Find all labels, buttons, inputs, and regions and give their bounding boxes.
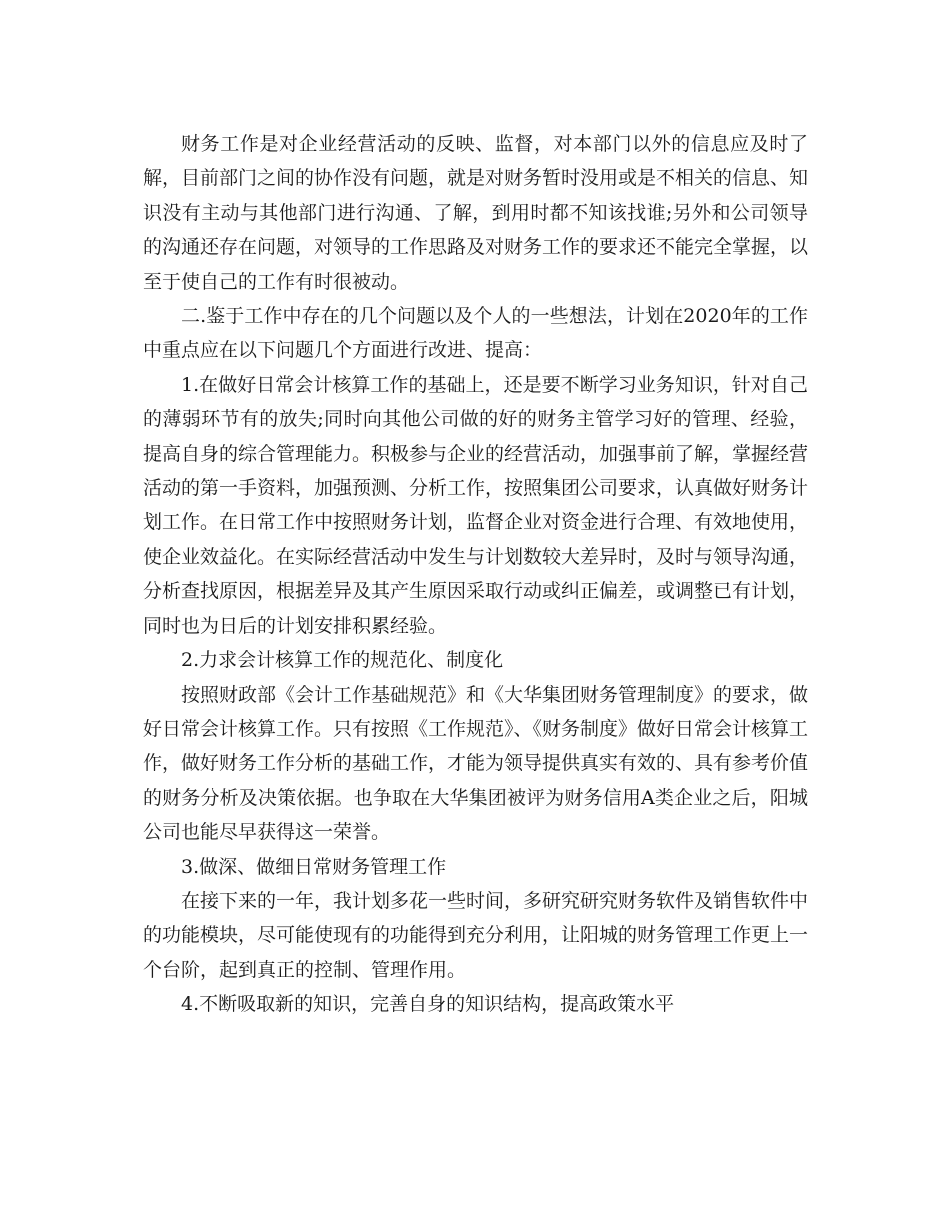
paragraph-section-two-plan: 二.鉴于工作中存在的几个问题以及个人的一些想法，计划在2020年的工作中重点应在以下问题几个方面进行改进、提高：	[143, 305, 808, 362]
paragraph-item-2-heading: 2.力求会计核算工作的规范化、制度化	[181, 649, 504, 672]
paragraph-financial-work-issues: 财务工作是对企业经营活动的反映、监督，对本部门以外的信息应及时了解，目前部门之间的协作没有问题，就是对财务暂时没用或是不相关的信息、知识没有主动与其他部门进行沟通、了解，到用时都不知该找谁;另外和公司领导的沟通还存在问题，对领导的工作思路及对财务工作的要求还不能完全掌握，以至于使自己的工作有时很被动。	[143, 133, 809, 293]
paragraph-item-3-heading: 3.做深、做细日常财务管理工作	[181, 855, 447, 878]
paragraph-item-2-body: 按照财政部《会计工作基础规范》和《大华集团财务管理制度》的要求，做好日常会计核算工作。只有按照《工作规范》、《财务制度》做好日常会计核算工作，做好财务工作分析的基础工作，才能为领导提供真实有效的、具有参考价值的财务分析及决策依据。也争取在大华集团被评为财务信用A类企业之后，阳城公司也能尽早获得这一荣誉。	[143, 683, 809, 844]
paragraph-item-1-learning: 1.在做好日常会计核算工作的基础上，还是要不断学习业务知识，针对自己的薄弱环节有的放失;同时向其他公司做的好的财务主管学习好的管理、经验，提高自身的综合管理能力。积极参与企业的经营活动，加强事前了解，掌握经营活动的第一手资料，加强预测、分析工作，按照集团公司要求，认真做好财务计划工作。在日常工作中按照财务计划，监督企业对资金进行合理、有效地使用，使企业效益化。在实际经营活动中发生与计划数较大差异时，及时与领导沟通，分析查找原因，根据差异及其产生原因采取行动或纠正偏差，或调整已有计划，同时也为日后的计划安排积累经验。	[143, 373, 809, 637]
paragraph-item-4-heading: 4.不断吸取新的知识，完善自身的知识结构，提高政策水平	[181, 993, 675, 1016]
paragraph-item-3-body: 在接下来的一年，我计划多花一些时间，多研究研究财务软件及销售软件中的功能模块，尽可能使现有的功能得到充分利用，让阳城的财务管理工作更上一个台阶，起到真正的控制、管理作用。	[143, 889, 809, 981]
